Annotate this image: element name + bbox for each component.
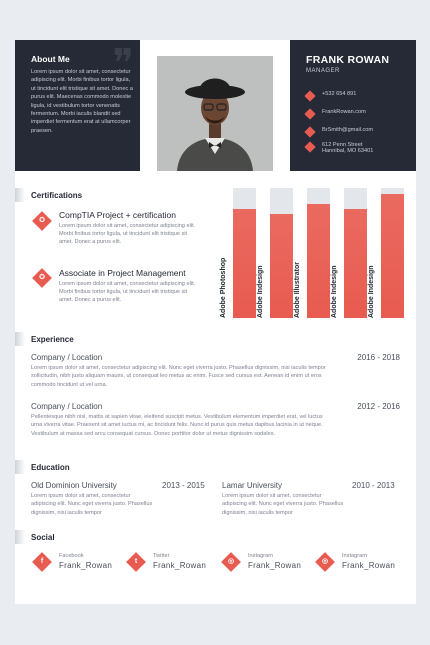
experience-title-1: Company / Location	[31, 353, 103, 362]
location-icon	[304, 141, 315, 152]
person-illustration	[157, 56, 273, 171]
instagram-icon: ◎	[315, 552, 335, 572]
education-desc-1: Lorem ipsum dolor sit amet, consectetur adipiscing elit. Nunc eget viverra justo. Phasellus dignissim, nisi iaculis tempor	[31, 493, 153, 516]
experience-desc-1: Lorem ipsum dolor sit amet, consectetur adipiscing elit. Nunc eget viverra justo. Phasellus dignissim, nisi iaculis tempor sollicitudin, nibh justo aliquam mauris, ut consequat leo metus ac enim. Fusce sed cursus est. Aenean id enim ut eros commodo tincidunt ut vel urna.	[31, 365, 326, 388]
person-role: MANAGER	[306, 68, 340, 74]
globe-icon	[304, 108, 315, 119]
email-icon	[304, 126, 315, 137]
skill-label: Adobe Indesign	[257, 265, 264, 318]
cert-desc-2: Lorem ipsum dolor sit amet, consectetur adipiscing elit. Morbi finibus tortor ligula, ut tincidunt elit tristique sit amet. Donec a purus elit.	[59, 281, 196, 303]
instagram-icon: ◎	[221, 552, 241, 572]
about-heading: About Me	[31, 54, 70, 64]
skill-bar-track	[344, 188, 367, 318]
education-years-2: 2010 - 2013	[352, 481, 395, 490]
experience-years-1: 2016 - 2018	[357, 353, 400, 362]
contact-email[interactable]	[306, 127, 373, 136]
about-text: Lorem ipsum dolor sit amet, consectetur adipiscing elit. Morbi finibus tortor ligula, ut tincidunt elit tristique sit amet. Donec a purus elit. Maecenas commodo molestie ligula, id vestibulum tortor venenatis fermentum. Morbi iaculis blandit sed imperdiet fermentum erat at ullamcorper praesen.	[31, 69, 133, 134]
skill-label: Adobe Illustrator	[294, 261, 301, 318]
education-school-1: Old Dominion University	[31, 481, 117, 490]
skill-label: Adobe Indesign	[331, 265, 338, 318]
email-text: BrSmith@gmail.com	[322, 127, 374, 133]
contact-phone[interactable]	[306, 91, 356, 100]
experience-years-2: 2012 - 2016	[357, 402, 400, 411]
experience-heading: Experience	[15, 332, 416, 346]
profile-photo	[157, 56, 273, 171]
address-line-2: Hannibal, MO 63401	[322, 148, 374, 154]
education-school-2: Lamar University	[222, 481, 283, 490]
education-heading: Education	[15, 460, 416, 474]
education-desc-2: Lorem ipsum dolor sit amet, consectetur adipiscing elit. Nunc eget viverra justo. Phasellus dignissim, nisi iaculis tempor	[222, 493, 344, 516]
certifications-heading: Certifications	[15, 188, 416, 202]
skill-bar-fill	[233, 209, 256, 318]
social-heading: Social	[15, 530, 416, 544]
phone-text: +532 654 891	[322, 91, 357, 97]
person-name: FRANK ROWAN	[306, 54, 390, 66]
skill-bar-track	[270, 188, 293, 318]
skill-bar-fill	[344, 209, 367, 318]
quote-mark-icon: ❞	[112, 41, 134, 87]
twitter-icon: t	[126, 552, 146, 572]
skill-bar-track	[307, 188, 330, 318]
website-text: FrankRowan.com	[322, 109, 366, 115]
contact-website[interactable]	[306, 109, 366, 118]
cert-title-1: CompTIA Project + certification	[59, 210, 176, 220]
skill-bar-fill	[270, 214, 293, 318]
about-panel	[15, 40, 140, 171]
certificate-icon: ✪	[32, 211, 52, 231]
skill-label: Adobe Indesign	[368, 265, 375, 318]
resume-page: ❞ About Me Lorem ipsum dolor sit amet, consectetur adipiscing elit. Morbi finibus tortor ligula, ut tincidunt elit tristique sit amet. Donec a purus elit. Maecenas commodo molestie ligula, id vestibulum tortor venenatis fermentum. Morbi iaculis blandit sed imperdiet fermentum erat at ullamcorper praesen. FRANK ROWAN MANAGER +532 654 891 FrankRowan.com BrSmith@gmail.com 612 Penn Street Hannibal, MO 63401 Certifications ✪ CompTIA Project + certification Lorem ipsum dolor sit amet, consectetur adipiscing elit. Morbi finibus tortor ligula, ut tincidunt elit tristique sit amet. Donec a purus elit. ✪ Associate in Project Management Lorem ipsum dolor sit amet, consectetur adipiscing elit. Morbi finibus tortor ligula, ut tincidunt elit tristique sit amet. Donec a purus elit. Adobe Photoshop Adobe Indesign Adobe Illustrator Adobe Indesign Adobe Indesign Experience Company / Location 2016 - 2018 Lorem ipsum dolor sit amet, consectetur adipiscing elit. Nunc eget viverra justo. Phasellus dignissim, nisi iaculis tempor sollicitudin, nibh justo aliquam mauris, ut consequat leo metus ac enim. Fusce sed cursus est. Aenean id enim ut eros commodo tincidunt ut vel urna. Company / Location 2012 - 2016 Pellentesque nibh nisl, mattis at sapien vitae, eleifend suscipit metus. Vestibulum elementum imperdiet erat, vel luctus urna viverra vitae. Praesent sit amet luctus mi, ac tincidunt felis. Nunc id purus quis metus dapibus lacinia in ut neque. Vestibulum at massa sed arcu consequat cursus. Donec porttitor dolor ut metus dignissim sodales. Education Old Dominion University 2013 - 2015 Lorem ipsum dolor sit amet, consectetur adipiscing elit. Nunc eget viverra justo. Phasellus dignissim, nisi iaculis tempor Lamar University 2010 - 2013 Lorem ipsum dolor sit amet, consectetur adipiscing elit. Nunc eget viverra justo. Phasellus dignissim, nisi iaculis tempor Social f Facebook Frank_Rowan t Twitter Frank_Rowan ◎ Instagram Frank_Rowan ◎ Instagram Frank_Rowan	[15, 40, 416, 604]
cert-desc-1: Lorem ipsum dolor sit amet, consectetur adipiscing elit. Morbi finibus tortor ligula, ut tincidunt elit tristique sit amet. Donec a purus elit.	[59, 223, 196, 245]
skill-bar-fill	[381, 194, 404, 318]
contact-address	[306, 142, 373, 154]
experience-title-2: Company / Location	[31, 402, 103, 411]
certificate-icon: ✪	[32, 268, 52, 288]
skill-bar-fill	[307, 204, 330, 318]
skill-bar-track	[381, 188, 404, 318]
phone-icon	[304, 90, 315, 101]
education-years-1: 2013 - 2015	[162, 481, 205, 490]
cert-title-2: Associate in Project Management	[59, 268, 186, 278]
skill-bar-track	[233, 188, 256, 318]
facebook-icon: f	[32, 552, 52, 572]
experience-desc-2: Pellentesque nibh nisl, mattis at sapien vitae, eleifend suscipit metus. Vestibulum elementum imperdiet erat, vel luctus urna viverra vitae. Praesent sit amet luctus mi, ac tincidunt felis. Nunc id purus quis metus dapibus lacinia in ut neque. Vestibulum at massa sed arcu consequat cursus. Donec porttitor dolor ut metus dignissim sodales.	[31, 414, 323, 437]
address-line-1: 612 Penn Street	[322, 142, 363, 148]
skill-label: Adobe Photoshop	[220, 257, 227, 318]
name-panel	[290, 40, 416, 171]
